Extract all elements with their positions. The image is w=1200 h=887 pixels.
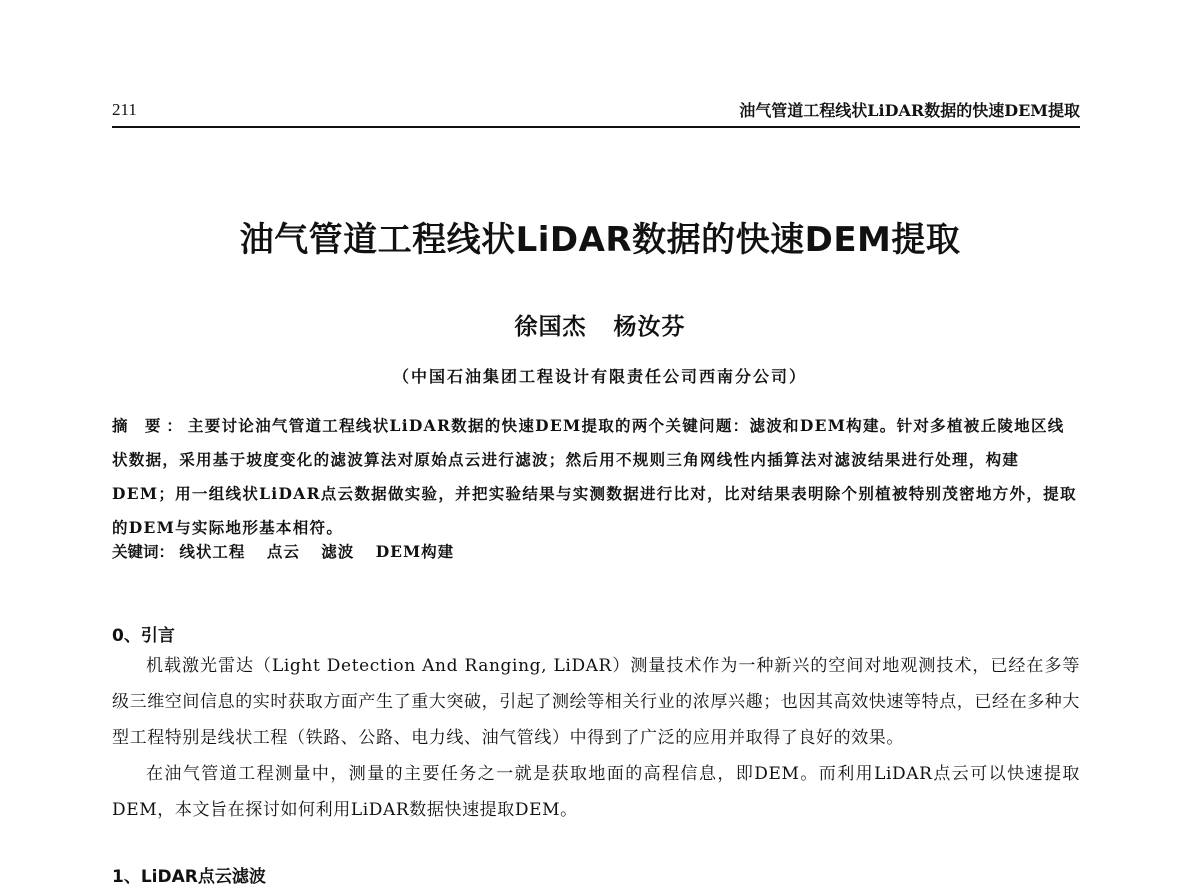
paragraph: 机载激光雷达（Light Detection And Ranging, LiDAR）测量技术作为一种新兴的空间对地观测技术，已经在多等级三维空间信息的实时获取方面产生了重大突破，引起了测绘等相关行业的浓厚兴趣；也因其高效快速等特点，已经在多种大型工程特别是线状工程（铁路、公路、电力线、油气管线）中得到了广泛的应用并取得了良好的效果。 bbox=[112, 656, 1080, 748]
section-heading-introduction: 0、引言 bbox=[112, 626, 175, 646]
paper-affiliation: （中国石油集团工程设计有限责任公司西南分公司） bbox=[392, 367, 807, 386]
keyword: 点云 bbox=[266, 542, 300, 561]
keyword: DEM构建 bbox=[375, 542, 455, 561]
keywords bbox=[112, 538, 1080, 566]
keywords-label: 关键词： bbox=[112, 542, 175, 561]
keyword: 线状工程 bbox=[179, 542, 246, 561]
running-title: 油气管道工程线状LiDAR数据的快速DEM提取 bbox=[739, 101, 1080, 120]
page-number: 211 bbox=[112, 100, 137, 119]
abstract-label: 摘 要： bbox=[112, 416, 188, 435]
section-heading-lidar-filtering: 1、LiDAR点云滤波 bbox=[112, 867, 266, 887]
paragraph: 在油气管道工程测量中，测量的主要任务之一就是获取地面的高程信息，即DEM。而利用LiDAR点云可以快速提取DEM，本文旨在探讨如何利用LiDAR数据快速提取DEM。 bbox=[112, 764, 1080, 820]
abstract bbox=[112, 409, 1080, 545]
abstract-text: 主要讨论油气管道工程线状LiDAR数据的快速DEM提取的两个关键问题：滤波和DEM构建。针对多植被丘陵地区线状数据，采用基于坡度变化的滤波算法对原始点云进行滤波；然后用不规则三角网线性内插算法对滤波结果进行处理，构建DEM；用一组线状LiDAR点云数据做实验，并把实验结果与实测数据进行比对，比对结果表明除个别植被特别茂密地方外，提取的DEM与实际地形基本相符。 bbox=[112, 416, 1077, 537]
introduction-body bbox=[112, 648, 1080, 828]
header-rule bbox=[112, 126, 1080, 128]
keyword: 滤波 bbox=[321, 542, 355, 561]
paper-authors: 徐国杰 杨汝芬 bbox=[514, 314, 686, 340]
paper-title: 油气管道工程线状LiDAR数据的快速DEM提取 bbox=[239, 220, 961, 260]
